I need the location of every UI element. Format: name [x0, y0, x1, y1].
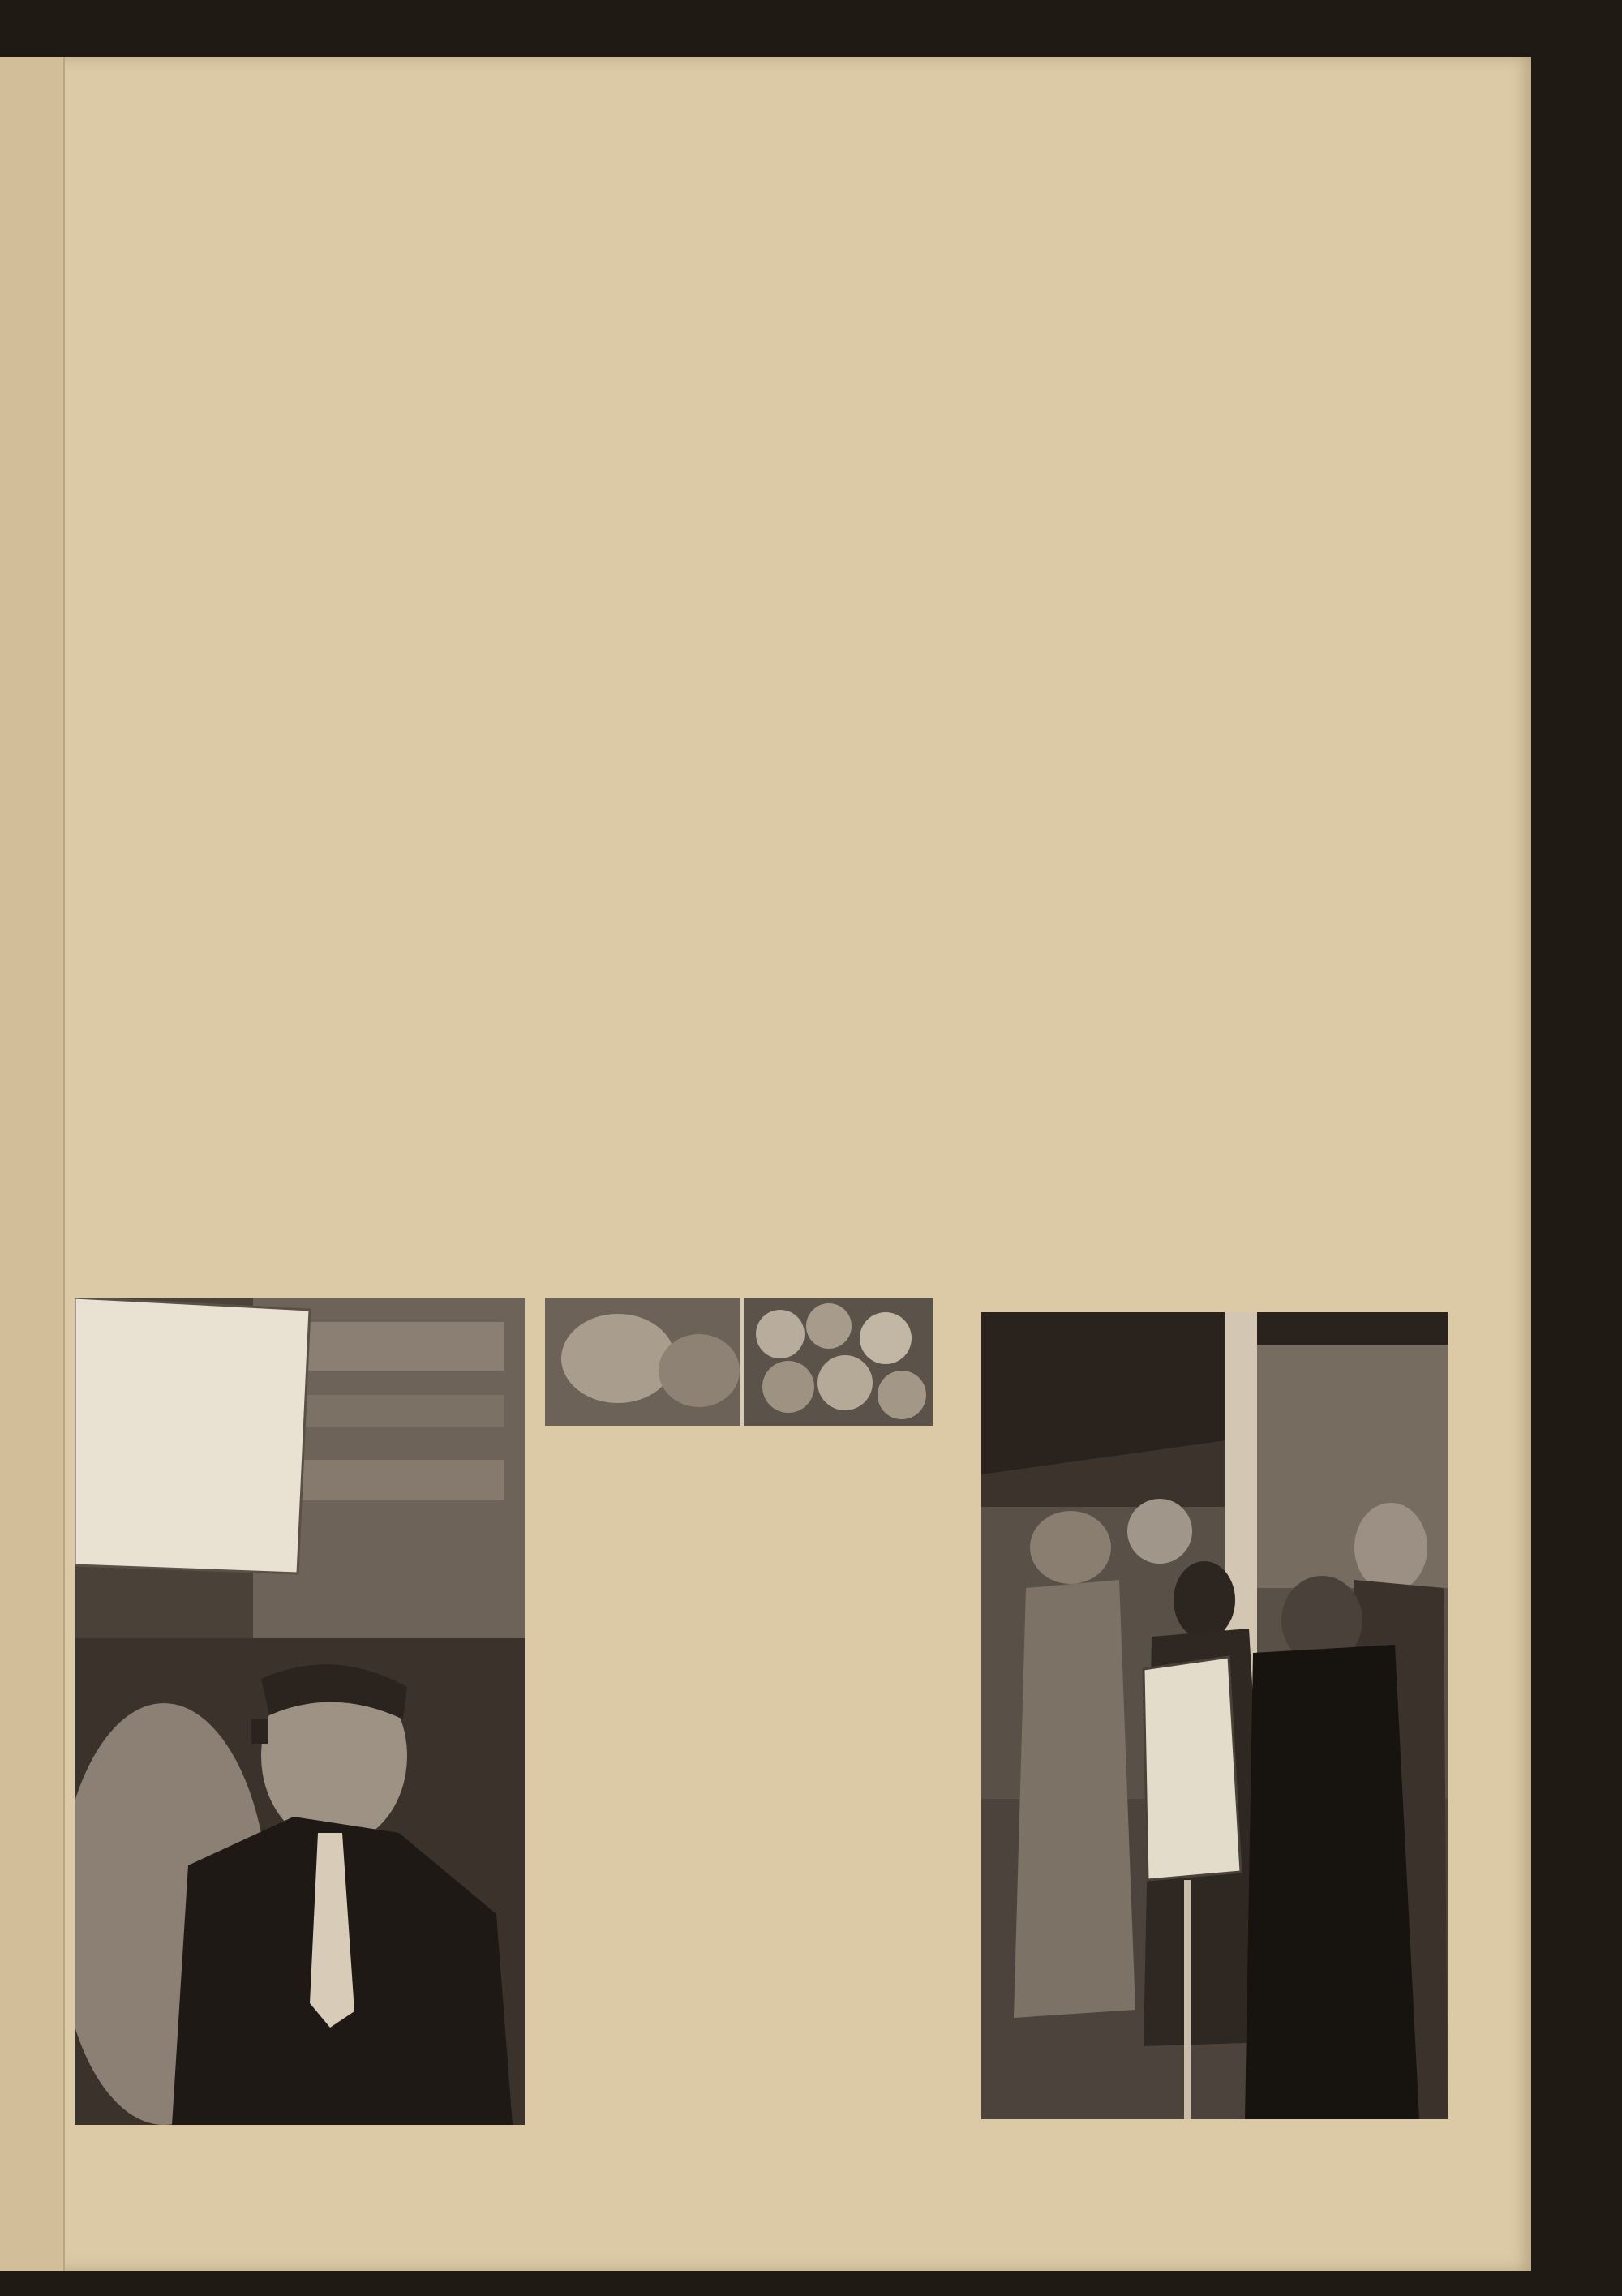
continued-from-label — [568, 1442, 579, 1458]
photo-lettuce-heads — [545, 1298, 933, 1426]
photo-picket-line — [981, 1312, 1448, 2119]
previous-page-edge — [0, 57, 65, 2271]
photo-man-with-lettuce-sign — [75, 1298, 525, 2125]
